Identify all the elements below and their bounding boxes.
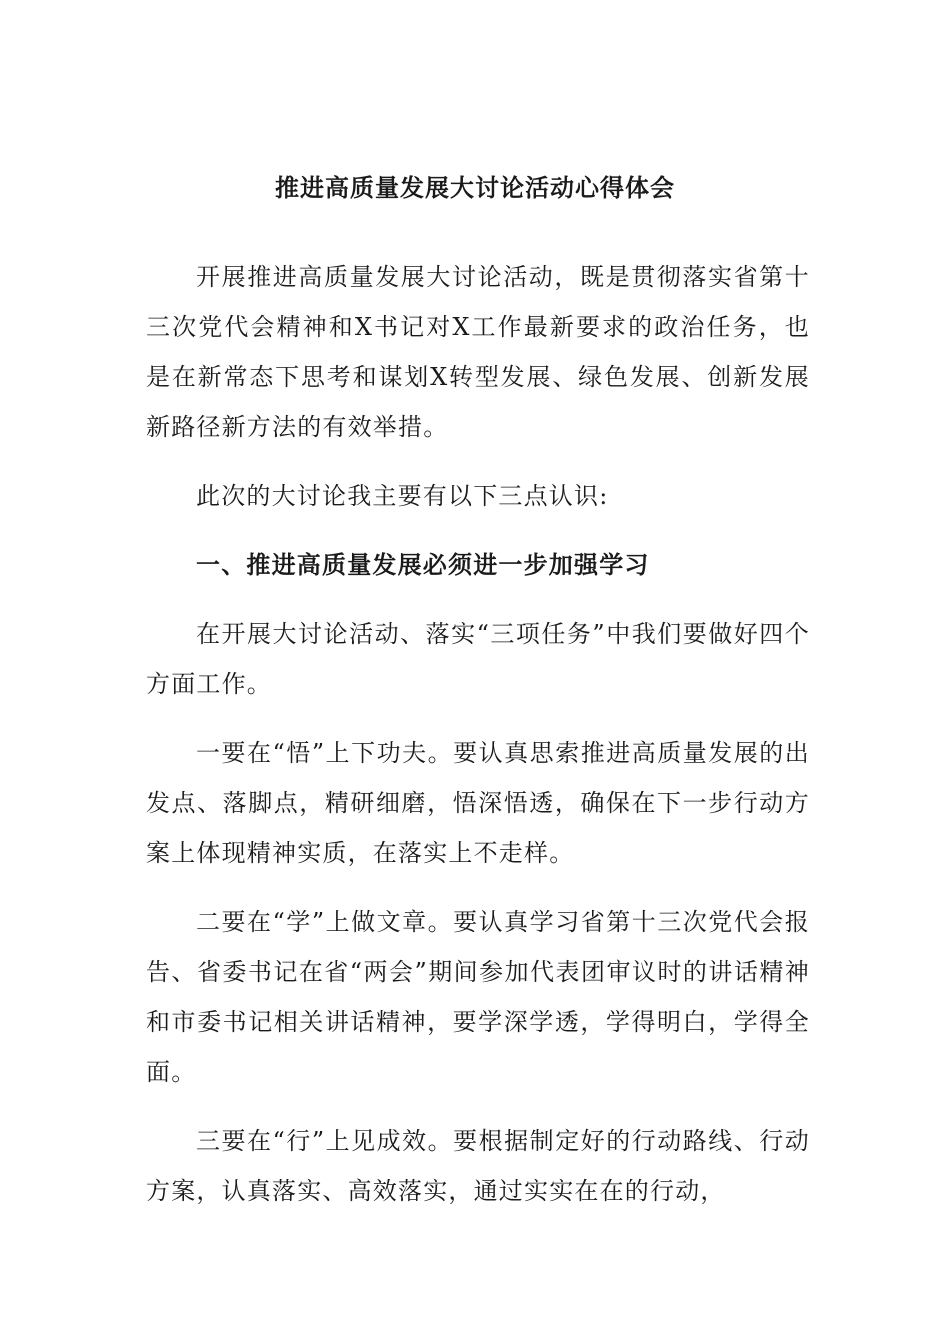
paragraph-xing: 三要在“行”上见成效。要根据制定好的行动路线、行动方案，认真落实、高效落实，通过实实在在的行动，	[146, 1127, 810, 1205]
paragraph-four-aspects: 在开展大讨论活动、落实“三项任务”中我们要做好四个方面工作。	[146, 620, 810, 698]
paragraph-intro: 开展推进高质量发展大讨论活动，既是贯彻落实省第十三次党代会精神和X书记对X工作最新要求的政治任务，也是在新常态下思考和谋划X转型发展、绿色发展、创新发展新路径新方法的有效举措。	[146, 263, 810, 441]
paragraph-three-points: 此次的大讨论我主要有以下三点认识:	[196, 482, 609, 510]
paragraph-xue: 二要在“学”上做文章。要认真学习省第十三次党代会报告、省委书记在省“两会”期间参加代表团审议时的讲话精神和市委书记相关讲话精神，要学深学透，学得明白，学得全面。	[146, 908, 810, 1086]
document-body	[146, 252, 810, 1235]
section-heading-1: 一、推进高质量发展必须进一步加强学习	[196, 551, 650, 579]
document-title: 推进高质量发展大讨论活动心得体会	[275, 174, 675, 202]
paragraph-wu: 一要在“悟”上下功夫。要认真思索推进高质量发展的出发点、落脚点，精研细磨，悟深悟透，确保在下一步行动方案上体现精神实质，在落实上不走样。	[146, 739, 810, 867]
